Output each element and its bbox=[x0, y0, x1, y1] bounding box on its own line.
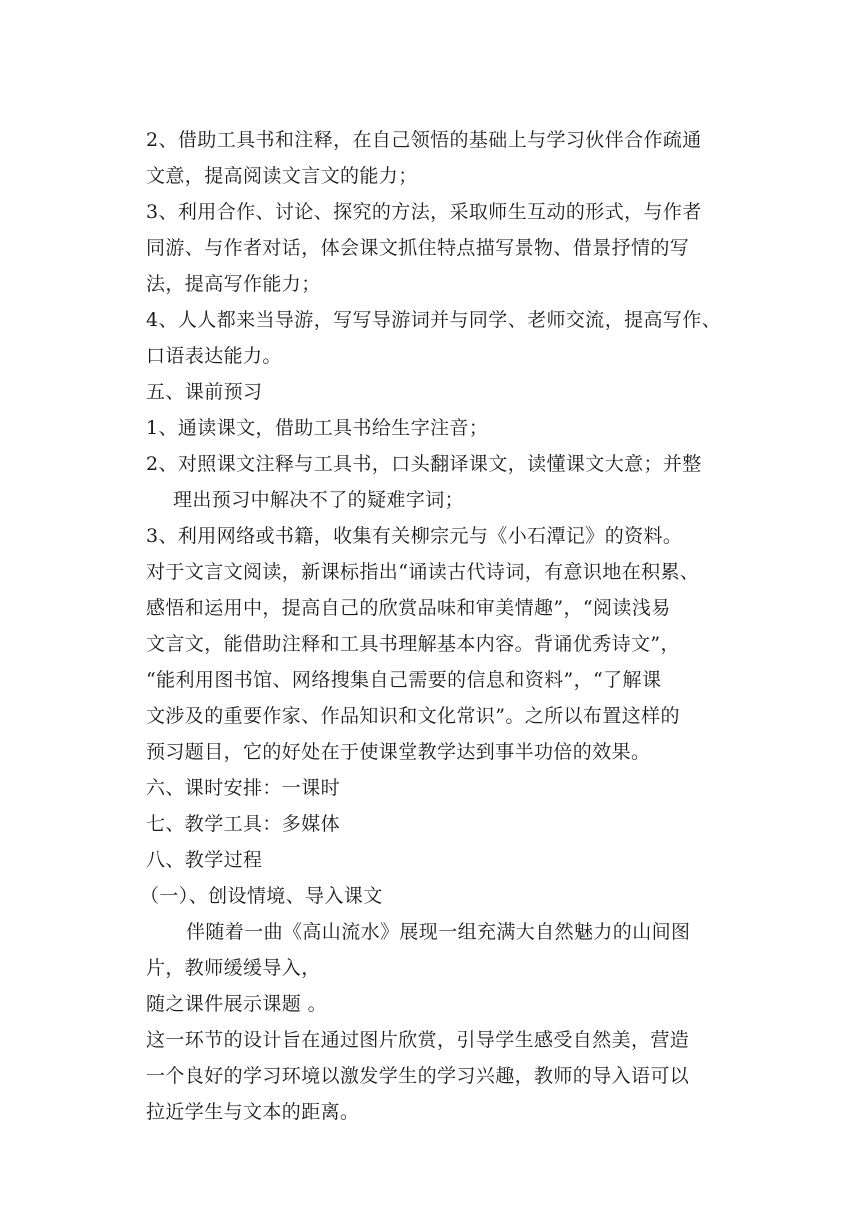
rationale-line-5: 文涉及的重要作家、作品知识和文化常识”。之所以布置这样的 bbox=[146, 705, 680, 727]
intro-para-line-3: 随之课件展示课题 。 bbox=[146, 993, 328, 1015]
section-heading-process: 八、教学过程 bbox=[146, 849, 263, 871]
rationale-line-2: 感悟和运用中，提高自己的欣赏品味和审美情趣”，“阅读浅易 bbox=[146, 597, 671, 619]
design-note-line-1: 这一环节的设计旨在通过图片欣赏，引导学生感受自然美，营造 bbox=[146, 1029, 690, 1051]
rationale-line-3: 文言文，能借助注释和工具书理解基本内容。背诵优秀诗文”， bbox=[146, 633, 680, 655]
preview-item-3: 3、利用网络或书籍，收集有关柳宗元与《小石潭记》的资料。 bbox=[146, 525, 683, 547]
document-page bbox=[140, 122, 722, 1130]
rationale-line-1: 对于文言文阅读，新课标指出“诵读古代诗词，有意识地在积累、 bbox=[146, 561, 700, 583]
intro-para-line-2: 片，教师缓缓导入， bbox=[146, 957, 321, 979]
goal-2-line-1: 2、借助工具书和注释，在自己领悟的基础上与学习伙伴合作疏通 bbox=[146, 129, 702, 151]
rationale-line-6: 预习题目，它的好处在于使课堂教学达到事半功倍的效果。 bbox=[146, 741, 651, 763]
goal-4-line-2: 口语表达能力。 bbox=[146, 345, 282, 367]
design-note-line-3: 拉近学生与文本的距离。 bbox=[146, 1101, 360, 1123]
preview-item-2-line-1: 2、对照课文注释与工具书，口头翻译课文，读懂课文大意；并整 bbox=[146, 453, 702, 475]
goal-3-line-2: 同游、与作者对话，体会课文抓住特点描写景物、借景抒情的写 bbox=[146, 237, 690, 259]
preview-item-2-line-2: 理出预习中解决不了的疑难字词； bbox=[173, 489, 465, 511]
goal-3-line-1: 3、利用合作、讨论、探究的方法，采取师生互动的形式，与作者 bbox=[146, 201, 702, 223]
goal-4-line-1: 4、人人都来当导游，写写导游词并与同学、老师交流，提高写作、 bbox=[146, 309, 722, 331]
goal-2-line-2: 文意，提高阅读文言文的能力； bbox=[146, 165, 418, 187]
goal-3-line-3: 法，提高写作能力； bbox=[146, 273, 321, 295]
section-heading-tools: 七、教学工具：多媒体 bbox=[146, 813, 341, 835]
subsection-heading-intro: （一）、创设情境、导入课文 bbox=[140, 885, 383, 907]
design-note-line-2: 一个良好的学习环境以激发学生的学习兴趣，教师的导入语可以 bbox=[146, 1065, 690, 1087]
rationale-line-4: “能利用图书馆、网络搜集自己需要的信息和资料”，“了解课 bbox=[146, 669, 662, 691]
intro-para-line-1: 伴随着一曲《高山流水》展现一组充满大自然魅力的山间图 bbox=[186, 921, 691, 943]
preview-item-1: 1、通读课文，借助工具书给生字注音； bbox=[146, 417, 489, 439]
section-heading-preview: 五、课前预习 bbox=[146, 381, 263, 403]
section-heading-schedule: 六、课时安排：一课时 bbox=[146, 777, 341, 799]
